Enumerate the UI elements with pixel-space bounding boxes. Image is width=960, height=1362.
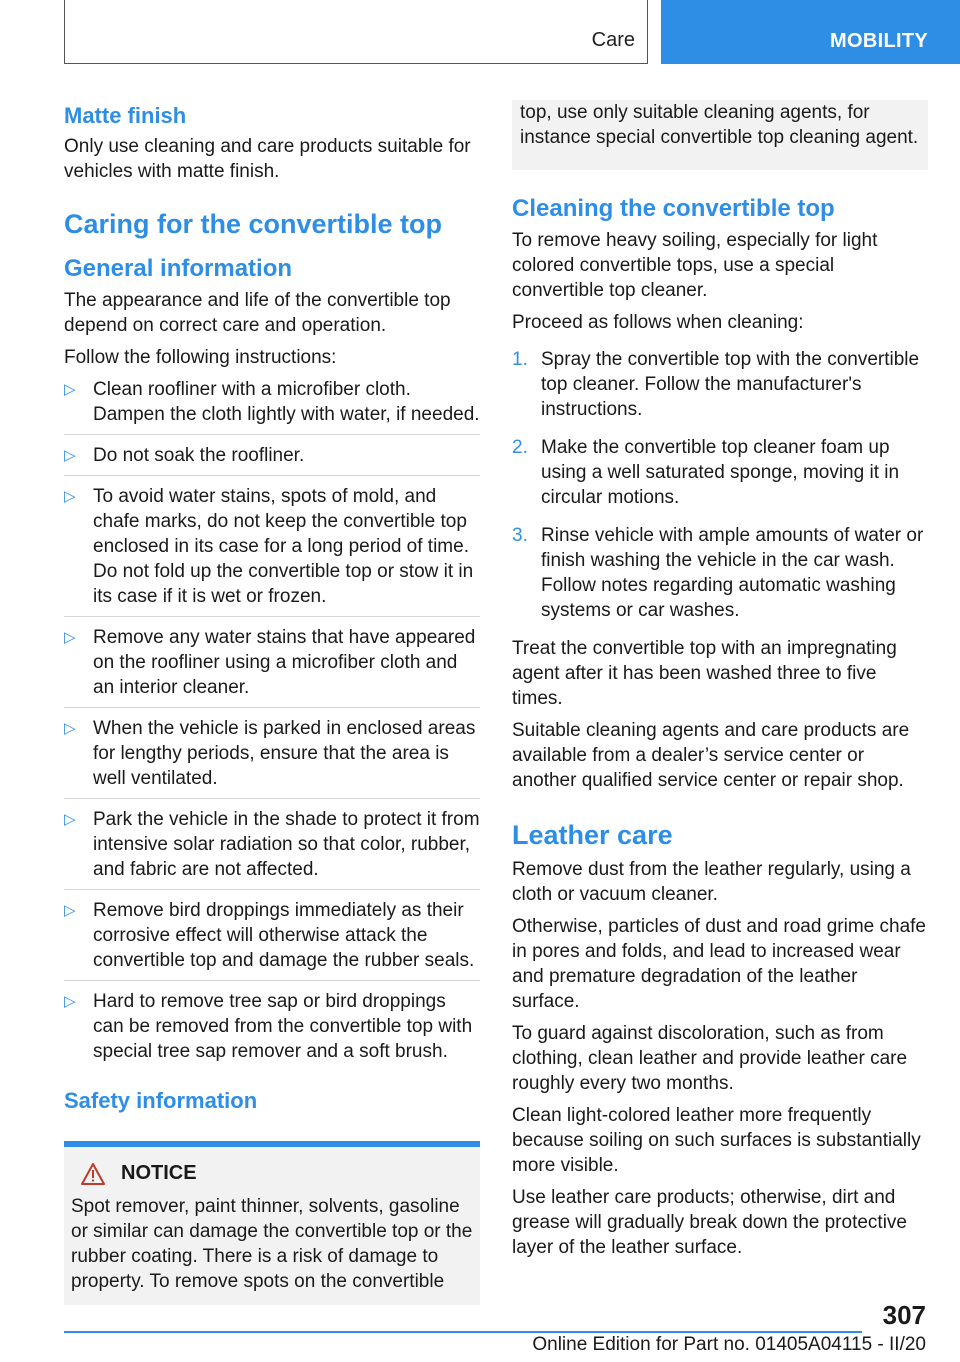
step-item: 3. Rinse vehicle with ample amounts of water or finish washing the vehicle in the car wash. Follow notes regarding automatic washing systems or car washes. [512,525,924,621]
triangle-bullet-icon: ▷ [64,488,76,505]
step-number: 1. [512,349,528,370]
cleaning-paragraph-1: To remove heavy soiling, especially for light colored convertible tops, use a special convertible top cleaner. [512,230,878,301]
triangle-bullet-icon: ▷ [64,811,76,828]
matte-finish-heading: Matte finish [64,103,187,128]
footer-divider [64,1331,862,1333]
leather-paragraph-1: Remove dust from the leather regularly, using a cloth or vacuum cleaner. [512,859,911,905]
instruction-list [64,377,480,1071]
notice-text: Spot remover, paint thinner, solvents, gasoline or similar can damage the convertible top or the rubber coating. There is a risk of damage to property. To remove spots on the convertible [71,1196,473,1292]
notice-continuation-box [512,100,928,170]
step-number: 2. [512,437,528,458]
right-column [512,102,928,1267]
triangle-bullet-icon: ▷ [64,447,76,464]
triangle-bullet-icon: ▷ [64,993,76,1010]
cleaning-intro: Proceed as follows when cleaning: [512,312,804,333]
header-chapter-tab [661,0,960,64]
page-number: 307 [882,1300,926,1330]
list-item: ▷ Clean roofliner with a microfiber cloth. Dampen the cloth lightly with water, if needed. [64,377,480,435]
general-info-paragraph: The appearance and life of the convertible top depend on correct care and operation. [64,290,451,336]
triangle-bullet-icon: ▷ [64,629,76,646]
impregnating-paragraph: Treat the convertible top with an impregnating agent after it has been washed three to five times. [512,638,897,709]
header-chapter-label: MOBILITY [830,30,928,52]
matte-finish-text: Only use cleaning and care products suitable for vehicles with matte finish. [64,136,471,182]
header-section-box [64,0,648,64]
list-item: ▷ Hard to remove tree sap or bird droppings can be removed from the convertible top with special tree sap remover and a soft brush. [64,991,473,1062]
list-item: ▷ Do not soak the roofliner. [64,443,480,476]
list-item: ▷ Remove bird droppings immediately as their corrosive effect will otherwise attack the convertible top and damage the rubber seals. [64,898,480,981]
step-item: 2. Make the convertible top cleaner foam up using a well saturated sponge, moving it in circular motions. [512,437,900,508]
leather-care-heading: Leather care [512,820,673,850]
triangle-bullet-icon: ▷ [64,902,76,919]
header-section-label: Care [591,29,635,51]
notice-continuation-text: top, use only suitable cleaning agents, for instance special convertible top cleaning agent. [520,102,919,148]
leather-paragraph-2: Otherwise, particles of dust and road grime chafe in pores and folds, and lead to increased wear and premature degradation of the leather surface. [512,916,926,1012]
safety-information-heading: Safety information [64,1088,258,1113]
convertible-top-heading: Caring for the convertible top [64,209,443,239]
list-item: ▷ Remove any water stains that have appeared on the roofliner using a microfiber cloth and an interior cleaner. [64,625,480,708]
left-column [64,102,480,1305]
leather-paragraph-4: Clean light-colored leather more frequently because soiling on such surfaces is substantially more visible. [512,1105,921,1176]
list-item: ▷ When the vehicle is parked in enclosed areas for lengthy periods, ensure that the area is well ventilated. [64,716,480,799]
triangle-bullet-icon: ▷ [64,720,76,737]
leather-paragraph-3: To guard against discoloration, such as from clothing, clean leather and provide leather care roughly every two months. [512,1023,908,1094]
instructions-intro: Follow the following instructions: [64,347,337,368]
triangle-bullet-icon: ▷ [64,381,76,398]
cleaning-convertible-heading: Cleaning the convertible top [512,195,835,222]
edition-text: Online Edition for Part no. 01405A04115 - II/20 [532,1334,926,1355]
step-number: 3. [512,525,528,546]
suitable-agents-paragraph: Suitable cleaning agents and care products are available from a dealer’s service center or another qualified service center or repair shop. [512,720,910,791]
warning-triangle-icon [81,1163,105,1185]
list-item: ▷ Park the vehicle in the shade to protect it from intensive solar radiation so that color, rubber, and fabric are not affected. [64,807,480,890]
notice-label: NOTICE [121,1162,197,1184]
notice-box [64,1141,480,1305]
general-information-heading: General information [64,255,293,282]
step-item: 1. Spray the convertible top with the convertible top cleaner. Follow the manufacturer's instructions. [512,349,920,420]
notice-header [71,1161,473,1186]
leather-paragraph-5: Use leather care products; otherwise, dirt and grease will gradually break down the protective layer of the leather surface. [512,1187,907,1258]
list-item: ▷ To avoid water stains, spots of mold, and chafe marks, do not keep the convertible top enclosed in its case for a long period of time. Do not fold up the convertible top or stow it in its case if it is wet or frozen. [64,484,480,617]
cleaning-steps [512,347,928,630]
